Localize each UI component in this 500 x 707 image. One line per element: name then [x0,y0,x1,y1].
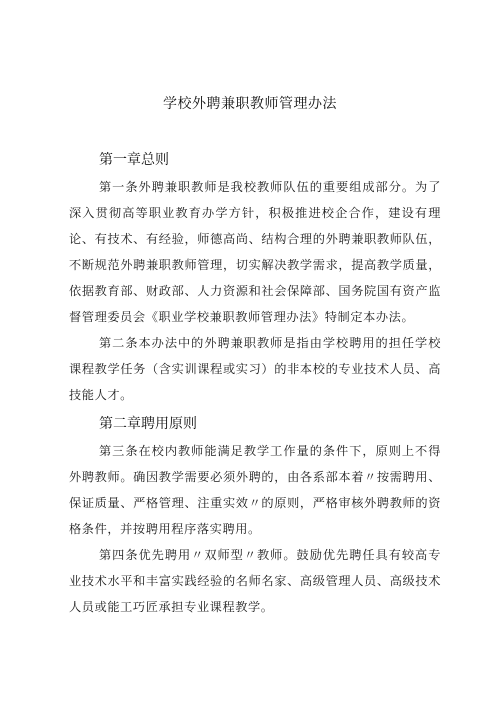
article-paragraph: 第二条本办法中的外聘兼职教师是指由学校聘用的担任学校课程教学任务（含实训课程或实习）的非本校的专业技术人员、高技能人才。 [69,336,441,402]
article-paragraph: 第四条优先聘用〃双师型〃教师。鼓励优先聘任具有较高专业技术水平和丰富实践经验的名师名家、高级管理人员、高级技术人员或能工巧匠承担专业课程教学。 [69,548,441,614]
chapter-heading: 第一章总则 [99,152,169,168]
document-title: 学校外聘兼职教师管理办法 [163,96,337,112]
chapter-heading: 第二章聘用原则 [99,416,197,432]
article-paragraph: 第一条外聘兼职教师是我校教师队伍的重要组成部分。为了深入贯彻高等职业教育办学方针，积极推进校企合作，建设有理论、有技术、有经验，师德高尚、结构合理的外聘兼职教师队伍，不断规范外聘兼职教师管理，切实解决教学需求，提高教学质量，依据教育部、财政部、人力资源和社会保障部、国务院国有资产监督管理委员会《职业学校兼职教师管理办法》特制定本办法。 [69,180,441,324]
article-paragraph: 第三条在校内教师能满足教学工作量的条件下，原则上不得外聘教师。确因教学需要必须外聘的，由各系部本着〃按需聘用、保证质量、严格管理、注重实效〃的原则，严格审核外聘教师的资格条件，并按聘用程序落实聘用。 [69,444,441,536]
document-body [69,146,441,620]
